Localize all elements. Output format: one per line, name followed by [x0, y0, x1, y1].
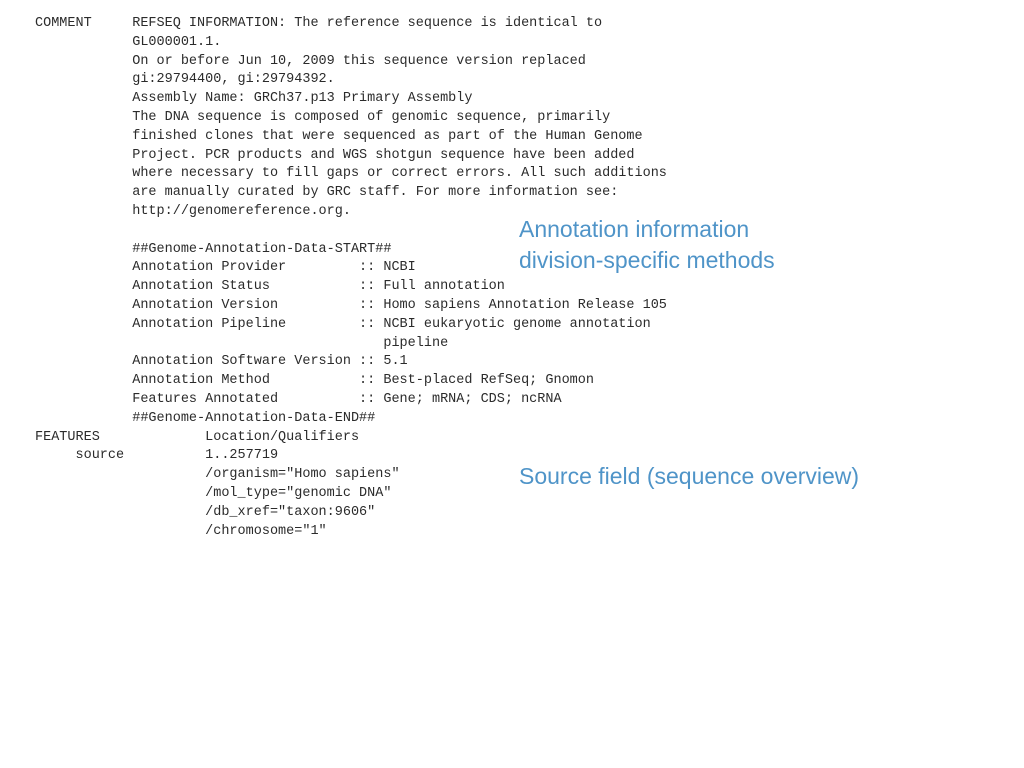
annotation-data-line: ##Genome-Annotation-Data-END## — [35, 410, 376, 426]
features-line: /db_xref="taxon:9606" — [35, 504, 376, 520]
features-line: /chromosome="1" — [35, 523, 327, 539]
annotation-data-line: Annotation Method :: Best-placed RefSeq; Gnomon — [35, 373, 594, 389]
comment-line: COMMENT REFSEQ INFORMATION: The reference sequence is identical to — [35, 16, 603, 31]
annotation-callout — [519, 214, 775, 276]
annotation-data-line: Annotation Version :: Homo sapiens Annotation Release 105 — [35, 297, 667, 313]
comment-line: Project. PCR products and WGS shotgun sequence have been added — [35, 147, 635, 163]
annotation-data-line: Features Annotated :: Gene; mRNA; CDS; ncRNA — [35, 391, 562, 407]
features-line: /mol_type="genomic DNA" — [35, 485, 392, 501]
annotation-data-line: ##Genome-Annotation-Data-START## — [35, 241, 392, 257]
source-callout — [519, 461, 859, 492]
comment-line: gi:29794400, gi:29794392. — [35, 72, 335, 88]
comment-line: where necessary to fill gaps or correct errors. All such additions — [35, 166, 667, 182]
source-callout-line1: Source field (sequence overview) — [519, 463, 860, 489]
comment-line: The DNA sequence is composed of genomic sequence, primarily — [35, 109, 611, 125]
features-line: FEATURES Location/Qualifiers — [35, 429, 360, 445]
features-line: source 1..257719 — [35, 448, 279, 464]
features-line: /organism="Homo sapiens" — [35, 467, 400, 483]
comment-line: GL000001.1. — [35, 34, 222, 50]
comment-line: Assembly Name: GRCh37.p13 Primary Assembly — [35, 91, 473, 107]
annotation-data-line: Annotation Provider :: NCBI — [35, 260, 416, 276]
annotation-callout-line2: division-specific methods — [519, 247, 775, 273]
comment-line: are manually curated by GRC staff. For more information see: — [35, 185, 619, 201]
annotation-data-line: pipeline — [35, 335, 449, 351]
comment-line: On or before Jun 10, 2009 this sequence version replaced — [35, 53, 586, 69]
annotation-data-line: Annotation Status :: Full annotation — [35, 279, 505, 295]
comment-line: finished clones that were sequenced as part of the Human Genome — [35, 128, 643, 144]
comment-line: http://genomereference.org. — [35, 203, 351, 219]
annotation-data-line: Annotation Software Version :: 5.1 — [35, 354, 408, 370]
annotation-data-line: Annotation Pipeline :: NCBI eukaryotic genome annotation — [35, 316, 651, 332]
annotation-callout-line1: Annotation information — [519, 216, 750, 242]
